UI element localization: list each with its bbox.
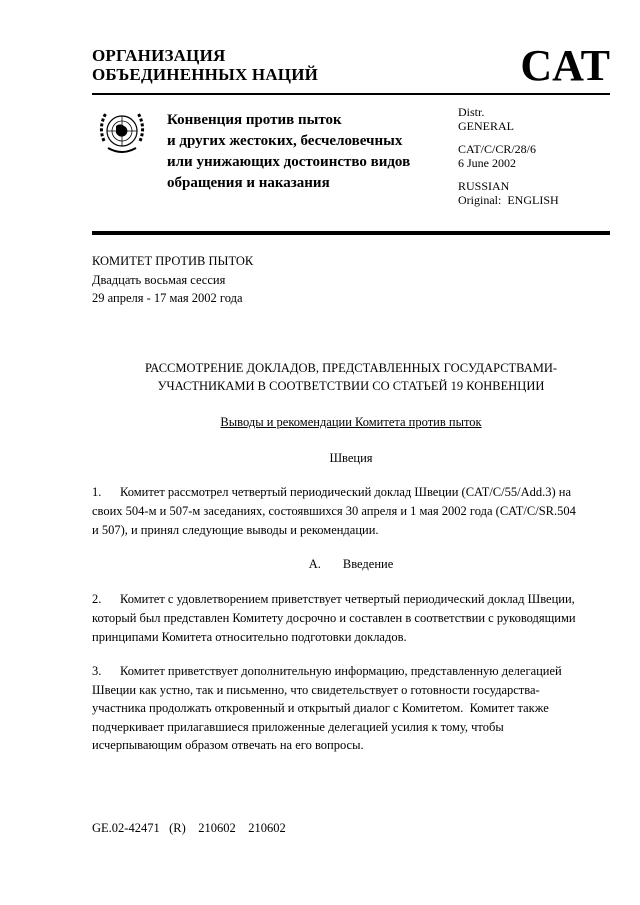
subheading: Выводы и рекомендации Комитета против пыток bbox=[220, 415, 482, 429]
committee-info bbox=[92, 252, 253, 308]
distr-value: GENERAL bbox=[458, 118, 514, 133]
paragraph-1 bbox=[92, 483, 612, 540]
org-line: ОРГАНИЗАЦИЯ bbox=[92, 46, 226, 65]
paragraph-line: своих 504-м и 507-м заседаниях, состоявшихся 30 апреля и 1 мая 2002 года (CAT/C/SR.504 bbox=[92, 504, 576, 518]
paragraph-line: Швеции как устно, так и письменно, что свидетельствует о готовности государства- bbox=[92, 682, 540, 697]
convention-line: обращения и наказания bbox=[167, 175, 330, 191]
distr-label: Distr. bbox=[458, 105, 485, 119]
document-language: RUSSIAN bbox=[458, 179, 510, 193]
main-heading bbox=[92, 359, 610, 395]
header-thick-divider bbox=[92, 231, 610, 235]
convention-line: и других жестоких, бесчеловечных bbox=[167, 133, 403, 149]
paragraph-line: и 507), и принял следующие выводы и рекомендации. bbox=[92, 523, 379, 537]
paragraph-line: участника продолжать откровенный и открытый диалог с Комитетом. Комитет также bbox=[92, 701, 549, 716]
section-a-heading bbox=[92, 555, 610, 573]
organization-name bbox=[92, 46, 318, 84]
section-title: Введение bbox=[342, 557, 394, 571]
paragraph-number: 1. bbox=[92, 485, 102, 499]
header-divider bbox=[92, 93, 610, 95]
un-emblem-icon bbox=[96, 106, 148, 158]
paragraph-number: 2. bbox=[92, 592, 102, 606]
committee-dates: 29 апреля - 17 мая 2002 года bbox=[92, 291, 243, 305]
heading-line: УЧАСТНИКАМИ В СООТВЕТСТВИИ СО СТАТЬЕЙ 19 КОНВЕНЦИИ bbox=[157, 379, 545, 393]
document-date: 6 June 2002 bbox=[458, 155, 516, 170]
section-number: A. bbox=[308, 557, 321, 571]
paragraph-line: подчеркивает прилагавшиеся приложенные делегацией усилия к тому, чтобы bbox=[92, 719, 504, 734]
convention-title bbox=[167, 110, 410, 194]
org-line: ОБЪЕДИНЕННЫХ НАЦИЙ bbox=[92, 65, 319, 84]
convention-line: или унижающих достоинство видов bbox=[167, 154, 411, 170]
convention-line: Конвенция против пыток bbox=[167, 112, 342, 128]
committee-session: Двадцать восьмая сессия bbox=[92, 272, 226, 287]
document-series-symbol: CAT bbox=[520, 41, 610, 90]
original-language: Original: ENGLISH bbox=[458, 192, 559, 207]
paragraph-line: Комитет приветствует дополнительную информацию, представленную делегацией bbox=[120, 664, 562, 678]
paragraph-line: принципами Комитета относительно подготовки докладов. bbox=[92, 630, 407, 644]
paragraph-2 bbox=[92, 590, 612, 647]
paragraph-line: который был представлен Комитету досрочно и составлен в соответствии с руководящими bbox=[92, 611, 576, 625]
paragraph-line: Комитет с удовлетворением приветствует четвертый периодический доклад Швеции, bbox=[120, 592, 575, 606]
committee-name: КОМИТЕТ ПРОТИВ ПЫТОК bbox=[92, 254, 254, 268]
document-symbol: CAT/C/CR/28/6 bbox=[458, 142, 537, 156]
footer-job-number: GE.02-42471 (R) 210602 210602 bbox=[92, 821, 286, 835]
country-heading: Швеция bbox=[329, 451, 373, 465]
paragraph-number: 3. bbox=[92, 664, 102, 678]
document-metadata bbox=[458, 106, 559, 207]
paragraph-3 bbox=[92, 662, 612, 755]
paragraph-line: Комитет рассмотрел четвертый периодический доклад Швеции (CAT/C/55/Add.3) на bbox=[120, 485, 572, 499]
paragraph-line: исчерпывающим образом отвечать на его вопросы. bbox=[92, 738, 364, 753]
heading-line: РАССМОТРЕНИЕ ДОКЛАДОВ, ПРЕДСТАВЛЕННЫХ ГОСУДАРСТВАМИ- bbox=[144, 361, 558, 375]
